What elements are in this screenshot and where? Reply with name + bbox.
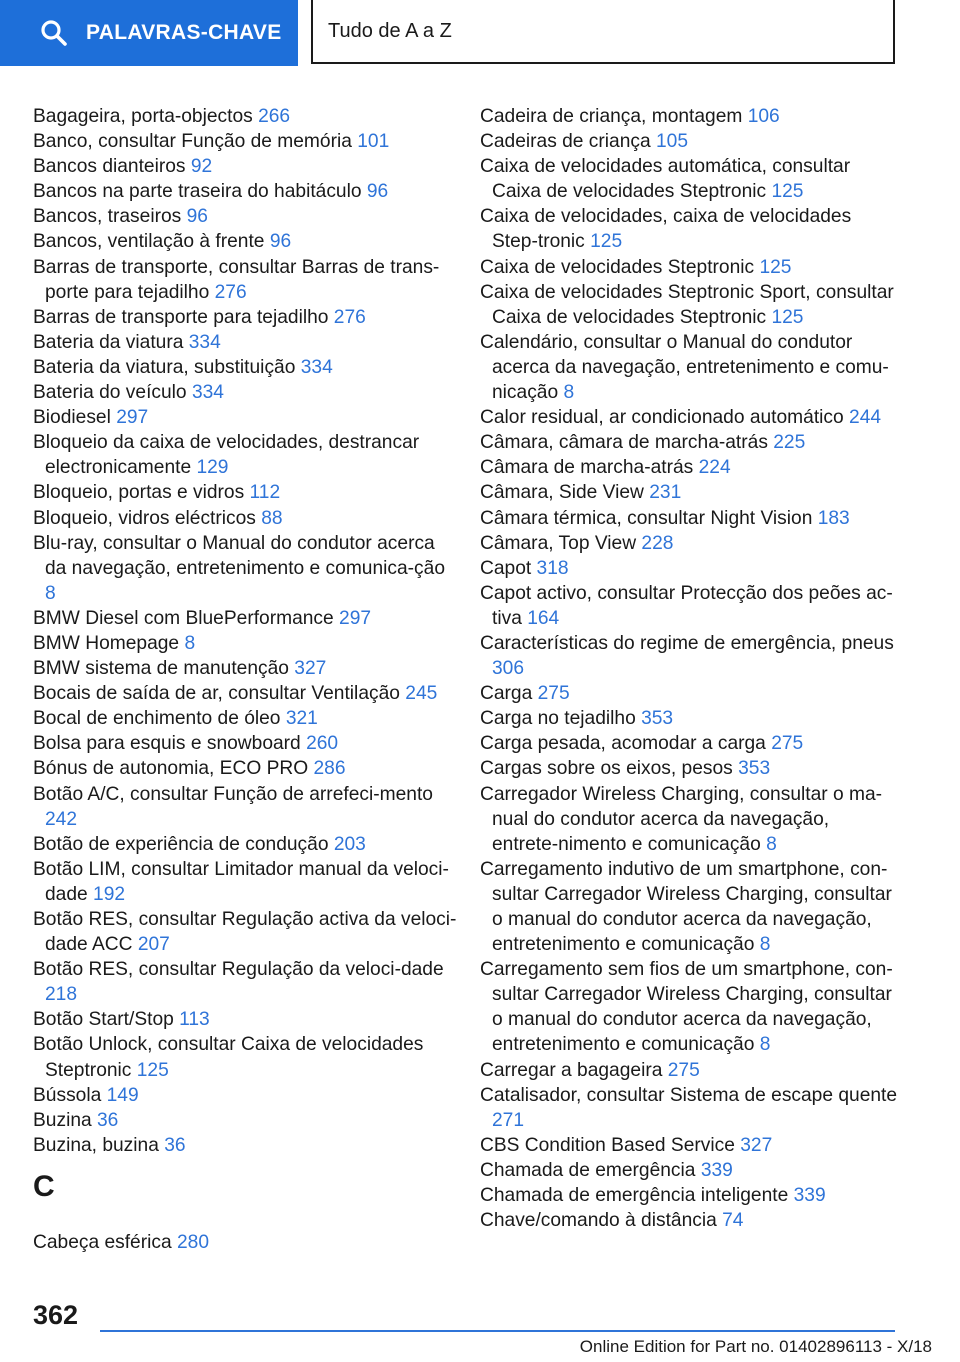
index-entry — [33, 656, 458, 681]
entry-text: Buzina — [33, 1109, 92, 1131]
index-entry — [480, 731, 900, 756]
page-link[interactable]: 327 — [294, 658, 327, 680]
entry-text: Bateria do veículo — [33, 382, 187, 404]
entry-text: Blu-ray, consultar o Manual do condutor acerca da navegação, entretenimento e comunica-ção — [33, 532, 445, 579]
entry-text: Bateria da viatura — [33, 331, 184, 353]
page-link[interactable]: 207 — [137, 934, 170, 956]
entry-text: Câmara, Top View — [480, 532, 637, 554]
entry-text: Bancos, ventilação à frente — [33, 231, 265, 253]
top-bar — [0, 0, 960, 66]
index-entry — [33, 480, 458, 505]
page-link[interactable]: 353 — [738, 758, 771, 780]
page-link[interactable]: 183 — [817, 507, 850, 529]
entry-text: Bónus de autonomia, ECO PRO — [33, 758, 309, 780]
index-entry — [33, 405, 458, 430]
entry-text: Bocal de enchimento de óleo — [33, 708, 281, 730]
page-link[interactable]: 112 — [249, 482, 281, 504]
page-link[interactable]: 271 — [492, 1109, 525, 1131]
index-entry — [33, 706, 458, 731]
index-entry — [480, 706, 900, 731]
entry-text: Botão A/C, consultar Função de arrefeci-mento — [33, 783, 433, 805]
index-entry — [480, 556, 900, 581]
page-link[interactable]: 36 — [164, 1134, 186, 1156]
entry-text: Carga — [480, 683, 533, 705]
left-entry-list-c — [33, 1230, 458, 1255]
page-link[interactable]: 245 — [405, 683, 438, 705]
index-entry — [480, 957, 900, 1057]
index-entry — [33, 229, 458, 254]
index-entry — [480, 154, 900, 204]
index-entry — [480, 1058, 900, 1083]
page-link[interactable]: 92 — [190, 156, 213, 178]
entry-text: Botão de experiência de condução — [33, 833, 329, 855]
index-entry — [480, 857, 900, 957]
index-entry — [33, 1133, 458, 1158]
entry-text: BMW Homepage — [33, 632, 180, 654]
entry-text: Calendário, consultar o Manual do condutor acerca da navegação, entretenimento e comu-nicação — [480, 331, 889, 404]
index-column-left — [33, 104, 458, 1255]
section-letter: C — [33, 1169, 55, 1203]
entry-text: BMW sistema de manutenção — [33, 658, 289, 680]
page-link[interactable]: 105 — [656, 131, 689, 153]
index-entry — [33, 832, 458, 857]
page-link[interactable]: 101 — [357, 131, 390, 153]
page-number: 362 — [33, 1300, 79, 1330]
index-entry — [480, 330, 900, 405]
index-entry — [33, 104, 458, 129]
page-link[interactable]: 113 — [179, 1009, 210, 1031]
index-entry — [33, 681, 458, 706]
page-link[interactable]: 203 — [333, 833, 366, 855]
entry-text: BMW Diesel com BluePerformance — [33, 607, 334, 629]
entry-text: Botão Unlock, consultar Caixa de velocidades Steptronic — [33, 1034, 424, 1081]
footer-divider — [100, 1330, 895, 1332]
index-entry — [480, 531, 900, 556]
entry-text: Botão Start/Stop — [33, 1009, 174, 1031]
page-link[interactable]: 280 — [177, 1231, 210, 1253]
index-entry — [33, 1108, 458, 1133]
index-entry — [480, 782, 900, 857]
entry-text: Botão RES, consultar Regulação activa da veloci-dade ACC — [33, 909, 457, 956]
index-entry — [33, 1007, 458, 1032]
index-column-right — [480, 104, 900, 1233]
page-link[interactable]: 353 — [641, 708, 674, 730]
entry-text: Características do regime de emergência, pneus — [480, 632, 894, 654]
entry-text: Catalisador, consultar Sistema de escape quente — [480, 1084, 898, 1106]
index-entry — [33, 330, 458, 355]
entry-text: Cadeira de criança, montagem — [480, 106, 743, 127]
page-link[interactable]: 321 — [285, 708, 318, 730]
index-entry — [480, 1158, 900, 1183]
entry-text: Bloqueio, vidros eléctricos — [33, 507, 256, 529]
left-entry-list — [33, 104, 458, 1158]
page-link[interactable]: 125 — [771, 306, 804, 328]
entry-text: Chave/comando à distância — [480, 1210, 717, 1232]
page-link[interactable]: 96 — [366, 181, 389, 203]
page-link[interactable]: 96 — [269, 231, 292, 253]
index-entry — [33, 1230, 458, 1255]
index-entry — [480, 506, 900, 531]
page-link[interactable]: 318 — [536, 557, 569, 579]
entry-text: Bateria da viatura, substituição — [33, 356, 296, 378]
entry-text: Banco, consultar Função de memória — [33, 131, 352, 153]
page-link[interactable]: 88 — [261, 507, 283, 529]
entry-text: Buzina, buzina — [33, 1134, 159, 1156]
tab-a-to-z[interactable] — [311, 0, 895, 64]
index-entry — [33, 355, 458, 380]
tab-label: Tudo de A a Z — [328, 19, 452, 42]
entry-text: Carga no tejadilho — [480, 708, 636, 730]
index-entry — [33, 1032, 458, 1082]
page-link[interactable]: 106 — [747, 106, 780, 127]
page-link[interactable]: 231 — [649, 482, 682, 504]
page-link[interactable]: 244 — [849, 407, 882, 429]
index-entry — [33, 1083, 458, 1108]
index-entry — [480, 455, 900, 480]
entry-text: Capot activo, consultar Protecção dos peões ac-tiva — [480, 582, 893, 629]
page-link[interactable]: 8 — [184, 632, 196, 654]
entry-text: Bancos na parte traseira do habitáculo — [33, 181, 362, 203]
index-entry — [480, 480, 900, 505]
index-entry — [33, 631, 458, 656]
index-entry — [33, 179, 458, 204]
keywords-label: PALAVRAS-CHAVE — [86, 21, 282, 44]
page-link[interactable]: 164 — [527, 607, 560, 629]
index-entry — [480, 756, 900, 781]
page-link[interactable]: 276 — [214, 281, 247, 303]
entry-text: Botão RES, consultar Regulação da veloci-dade — [33, 959, 444, 981]
entry-text: Cadeiras de criança — [480, 131, 651, 153]
index-entry — [33, 857, 458, 907]
page-link[interactable]: 36 — [97, 1109, 119, 1131]
entry-text: Bloqueio da caixa de velocidades, destrancar electronicamente — [33, 432, 420, 479]
entry-text: Caixa de velocidades Steptronic Sport, consultar Caixa de velocidades Steptronic — [480, 281, 894, 328]
entry-text: Bloqueio, portas e vidros — [33, 482, 245, 504]
index-entry — [480, 1083, 900, 1133]
page-link[interactable]: 125 — [136, 1059, 169, 1081]
index-entry — [33, 907, 458, 957]
page-link[interactable]: 260 — [306, 733, 339, 755]
index-entry — [33, 731, 458, 756]
page-link[interactable]: 8 — [759, 1034, 771, 1056]
index-entry — [33, 756, 458, 781]
index-entry — [33, 531, 458, 606]
keywords-button[interactable] — [0, 0, 298, 66]
index-entry — [480, 1133, 900, 1158]
index-entry — [33, 506, 458, 531]
page-link[interactable]: 334 — [191, 382, 224, 404]
page-link[interactable]: 228 — [641, 532, 674, 554]
entry-text: Carregar a bagageira — [480, 1059, 663, 1081]
index-entry — [480, 255, 900, 280]
page-link[interactable]: 275 — [667, 1059, 700, 1081]
entry-text: Bagageira, porta-objectos — [33, 106, 253, 127]
index-entry — [33, 430, 458, 480]
index-entry — [33, 255, 458, 305]
entry-text: Bocais de saída de ar, consultar Ventilação — [33, 683, 400, 705]
page-link[interactable]: 334 — [300, 356, 333, 378]
page-link[interactable]: 96 — [186, 206, 208, 228]
index-entry — [480, 204, 900, 254]
index-entry — [480, 280, 900, 330]
page-link[interactable]: 8 — [759, 934, 771, 956]
page-link[interactable]: 218 — [45, 984, 78, 1006]
page-link[interactable]: 339 — [700, 1159, 733, 1181]
page-link[interactable]: 125 — [759, 256, 792, 278]
page-link[interactable]: 225 — [773, 432, 806, 454]
entry-text: Barras de transporte para tejadilho — [33, 306, 329, 328]
index-entry — [33, 606, 458, 631]
page-link[interactable]: 149 — [106, 1084, 139, 1106]
entry-text: Chamada de emergência inteligente — [480, 1185, 789, 1207]
entry-text: Bússola — [33, 1084, 102, 1106]
entry-text: Câmara, câmara de marcha-atrás — [480, 432, 768, 454]
entry-text: Carregamento indutivo de um smartphone, con-sultar Carregador Wireless Charging, consultar o manual do condutor acerca da navegação, entretenimento e comunicação — [480, 858, 892, 956]
index-entry — [33, 380, 458, 405]
page-link[interactable]: 297 — [116, 407, 149, 429]
entry-text: Câmara térmica, consultar Night Vision — [480, 507, 813, 529]
index-entry — [480, 631, 900, 681]
page-link[interactable]: 8 — [45, 582, 56, 604]
entry-text: Barras de transporte, consultar Barras de trans-porte para tejadilho — [33, 256, 440, 303]
index-entry — [480, 405, 900, 430]
index-entry — [33, 204, 458, 229]
page-link[interactable]: 275 — [771, 733, 804, 755]
page-link[interactable]: 297 — [339, 607, 372, 629]
page-link[interactable]: 125 — [590, 231, 623, 253]
index-entry — [480, 430, 900, 455]
entry-text: Biodiesel — [33, 407, 111, 429]
index-entry — [33, 305, 458, 330]
index-entry — [480, 581, 900, 631]
index-entry — [33, 154, 458, 179]
entry-text: Carregador Wireless Charging, consultar o ma-nual do condutor acerca da navegação, entrete-nimento e comunicação — [480, 783, 883, 855]
index-entry — [480, 129, 900, 154]
entry-text: Cargas sobre os eixos, pesos — [480, 758, 733, 780]
entry-text: Cabeça esférica — [33, 1231, 172, 1253]
page-link[interactable]: 306 — [492, 658, 525, 680]
page-link[interactable]: 286 — [313, 758, 346, 780]
page-link[interactable]: 327 — [740, 1134, 773, 1156]
page-link[interactable]: 129 — [196, 457, 229, 479]
search-icon — [40, 19, 68, 47]
page-link[interactable]: 276 — [333, 306, 366, 328]
entry-text: Caixa de velocidades automática, consultar Caixa de velocidades Steptronic — [480, 156, 851, 203]
index-entry — [33, 957, 458, 1007]
entry-text: Bolsa para esquis e snowboard — [33, 733, 301, 755]
entry-text: Capot — [480, 557, 532, 579]
page-link[interactable]: 339 — [793, 1185, 826, 1207]
page-link[interactable]: 125 — [771, 181, 804, 203]
footer-edition-text: Online Edition for Part no. 01402896113 - X/18 — [579, 1337, 932, 1356]
page-link[interactable]: 192 — [93, 883, 126, 905]
index-entry — [480, 1208, 900, 1233]
index-entry — [480, 104, 900, 129]
entry-text: Calor residual, ar condicionado automático — [480, 407, 844, 429]
entry-text: Carregamento sem fios de um smartphone, con-sultar Carregador Wireless Charging, consultar o manual do condutor acerca da navegação, entretenimento e comunicação — [480, 959, 893, 1056]
entry-text: Botão LIM, consultar Limitador manual da veloci-dade — [33, 858, 449, 905]
entry-text: Carga pesada, acomodar a carga — [480, 733, 766, 755]
index-entry — [480, 681, 900, 706]
page-link[interactable]: 266 — [258, 106, 291, 127]
entry-text: Bancos dianteiros — [33, 156, 186, 178]
entry-text: CBS Condition Based Service — [480, 1134, 735, 1156]
page-link[interactable]: 334 — [188, 331, 221, 353]
entry-text: Caixa de velocidades Steptronic — [480, 256, 755, 278]
page-link[interactable]: 74 — [722, 1210, 744, 1232]
right-entry-list — [480, 104, 900, 1233]
index-entry — [33, 129, 458, 154]
index-entry — [33, 782, 458, 832]
page-link[interactable]: 275 — [537, 683, 570, 705]
entry-text: Câmara, Side View — [480, 482, 644, 504]
entry-text: Bancos, traseiros — [33, 206, 182, 228]
entry-text: Caixa de velocidades, caixa de velocidades Step-tronic — [480, 206, 852, 253]
entry-text: Câmara de marcha-atrás — [480, 457, 694, 479]
entry-text: Chamada de emergência — [480, 1159, 696, 1181]
page-link[interactable]: 242 — [45, 808, 78, 830]
index-entry — [480, 1183, 900, 1208]
page-link[interactable]: 224 — [698, 457, 731, 479]
page-link[interactable]: 8 — [563, 382, 575, 404]
page-link[interactable]: 8 — [766, 833, 777, 855]
